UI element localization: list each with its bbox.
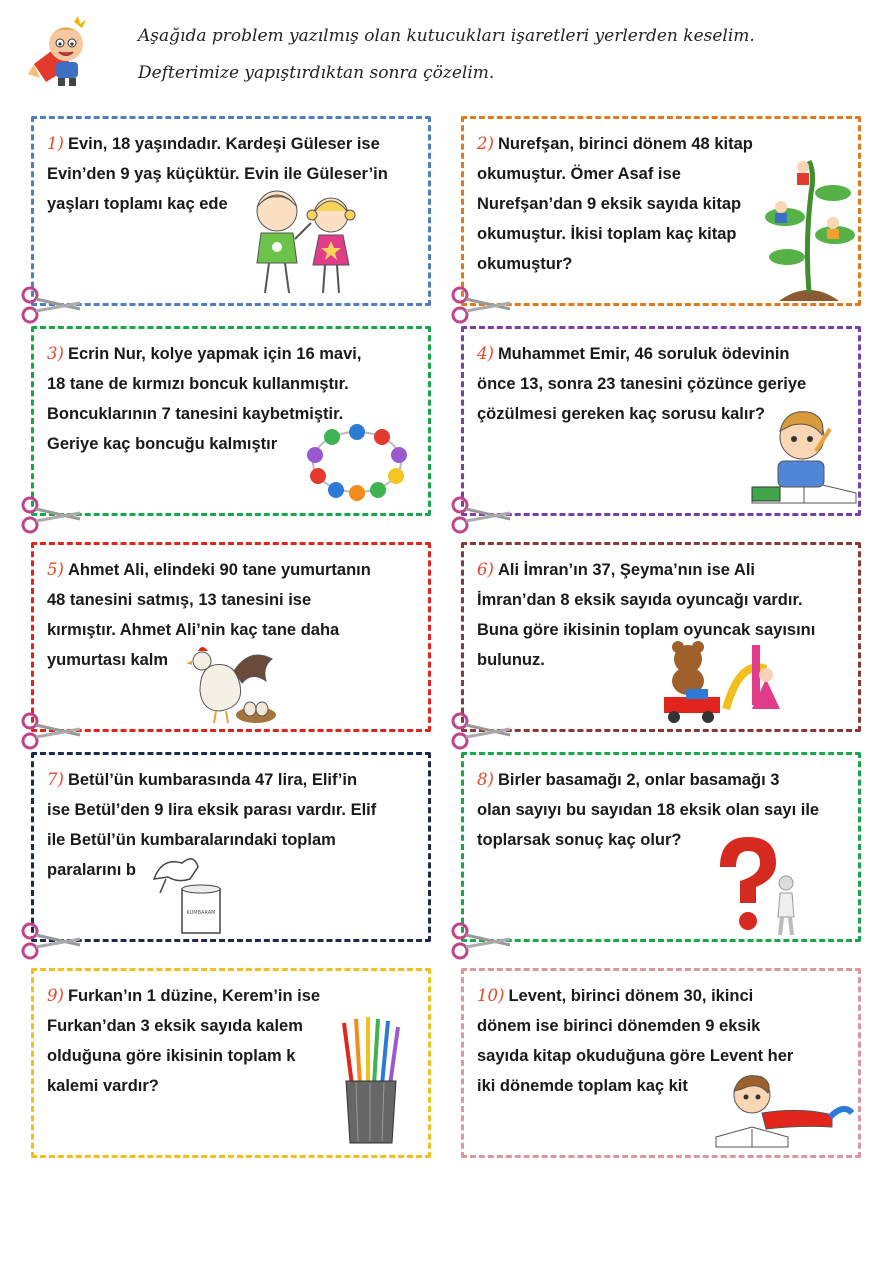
thinking-boy-icon <box>746 403 858 509</box>
problem-number: 3) <box>47 344 64 363</box>
problem-text: 8) Birler basamağı 2, onlar basamağı 3 olan sayıyı bu sayıdan 18 eksik olan sayı ile toplarsak sonuç kaç olur? <box>477 770 820 849</box>
instruction-line-1: Aşağıda problem yazılmış olan kutucukları işaretleri yerlerden keselim. <box>138 26 755 46</box>
problem-text: 5) Ahmet Ali, elindeki 90 tane yumurtanın 48 tanesini satmış, 13 tanesini ise kırmıştır. Ahmet Ali’nin kaç tane daha yumurtası kalm <box>47 560 371 669</box>
toys-icon <box>656 639 786 725</box>
pencil-cup-icon <box>340 1015 402 1147</box>
problem-card-10 <box>461 968 861 1158</box>
children-icon <box>239 185 374 300</box>
problem-card-8 <box>461 752 861 942</box>
problem-number: 4) <box>477 344 494 363</box>
reading-boy-icon <box>712 1067 858 1151</box>
problem-number: 5) <box>47 560 64 579</box>
problem-text: 1) Evin, 18 yaşındadır. Kardeşi Güleser ise Evin’den 9 yaş küçüktür. Evin ile Güleser’in yaşları toplamı kaç ede <box>47 134 388 213</box>
problem-text: 4) Muhammet Emir, 46 soruluk ödevinin önce 13, sonra 23 tanesini çözünce geriye çözülmesi gereken kaç sorusu kalır? <box>477 344 807 423</box>
scissors-icon <box>450 711 512 751</box>
piggy-bank-icon <box>142 849 252 935</box>
problem-number: 9) <box>47 986 64 1005</box>
problem-text: 10) Levent, birinci dönem 30, ikinci dönem ise birinci dönemden 9 eksik sayıda kitap okuduğuna göre Levent her iki dönemde toplam kaç kit <box>477 986 794 1095</box>
problem-text: 6) Ali İmran’ın 37, Şeyma’nın ise Ali İmran’dan 8 eksik sayıda oyuncağı vardır. Buna göre ikisinin toplam oyuncak sayısını bulunuz. <box>477 560 816 669</box>
problem-card-6 <box>461 542 861 732</box>
problem-text: 9) Furkan’ın 1 düzine, Kerem’in ise Furkan’dan 3 eksik sayıda kalem olduğuna göre ikisinin toplam k kalemi vardır? <box>47 986 321 1095</box>
scissors-icon <box>20 495 82 535</box>
page-header <box>0 0 893 100</box>
piggy-bank-label: KUMBARAM <box>186 910 216 916</box>
problem-text: 7) Betül’ün kumbarasında 47 lira, Elif’in ise Betül’den 9 lira eksik parası vardır. Elif ile Betül’ün kumbaralarındaki toplam paralarını b <box>47 770 377 879</box>
problem-card-3 <box>31 326 431 516</box>
cartoon-boy-pencil-icon <box>28 16 94 88</box>
book-tree-icon <box>759 153 859 303</box>
problem-card-1 <box>31 116 431 306</box>
problem-text: 2) Nurefşan, birinci dönem 48 kitap okumuştur. Ömer Asaf ise Nurefşan’dan 9 eksik sayıda kitap okumuştur. İkisi toplam kaç kitap okumuştur? <box>477 134 753 273</box>
problem-text: 3) Ecrin Nur, kolye yapmak için 16 mavi, 18 tane de kırmızı boncuk kullanmıştır. Boncuklarının 7 tanesini kaybetmiştir. Geriye kaç boncuğu kalmıştır <box>47 344 362 453</box>
problem-card-5 <box>31 542 431 732</box>
problem-number: 1) <box>47 134 64 153</box>
bead-necklace-icon <box>304 421 410 503</box>
scissors-icon <box>450 285 512 325</box>
scissors-icon <box>450 495 512 535</box>
problem-number: 10) <box>477 986 505 1005</box>
problem-number: 8) <box>477 770 494 789</box>
scissors-icon <box>450 921 512 961</box>
scissors-icon <box>20 711 82 751</box>
problem-card-9 <box>31 968 431 1158</box>
question-figure-icon <box>700 831 810 937</box>
hen-icon <box>180 641 280 725</box>
problem-card-2 <box>461 116 861 306</box>
problem-card-4 <box>461 326 861 516</box>
problem-number: 7) <box>47 770 64 789</box>
problem-number: 6) <box>477 560 494 579</box>
problem-card-7 <box>31 752 431 942</box>
instruction-line-2: Defterimize yapıştırdıktan sonra çözelim. <box>138 63 495 83</box>
scissors-icon <box>20 921 82 961</box>
scissors-icon <box>20 285 82 325</box>
problem-number: 2) <box>477 134 494 153</box>
